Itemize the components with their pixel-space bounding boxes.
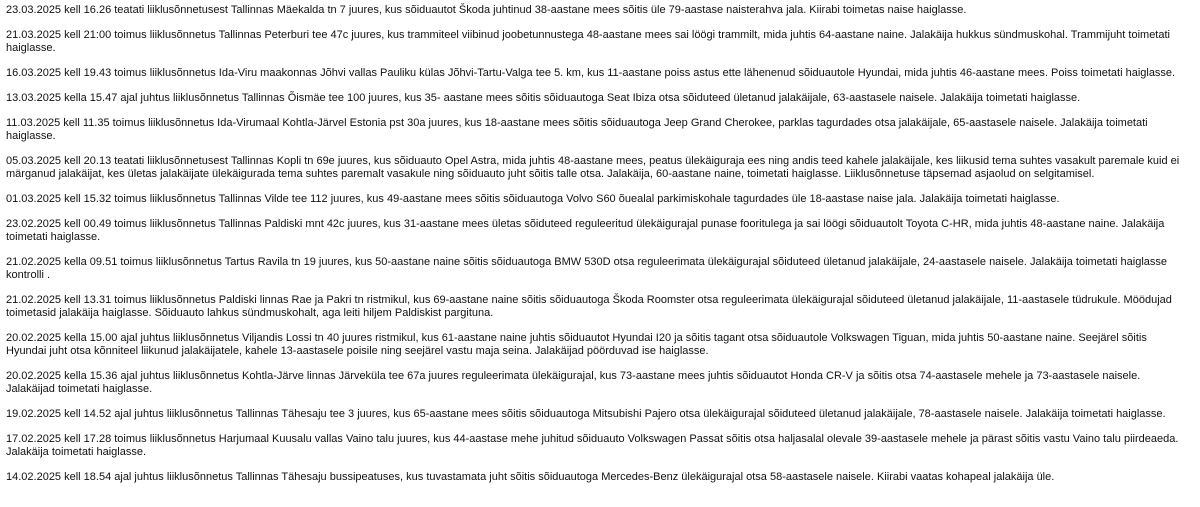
incident-paragraph: 17.02.2025 kell 17.28 toimus liiklusõnnetus Harjumaal Kuusalu vallas Vaino talu juures, kus 44-aastase mehe juhitud sõiduauto Volkswagen Passat sõitis otsa haljasalal olevale 39-aastasele mehele ja pärast sõitis vastu Vaino talu piirdeaeda. Jalakäija toimetati haiglasse.: [6, 433, 1179, 458]
incident-paragraph: 20.02.2025 kella 15.00 ajal juhtus liiklusõnnetus Viljandis Lossi tn 40 juures ristmikul, kus 61-aastane naine juhtis sõiduautot Hyundai I20 ja sõitis tagant otsa sõiduautole Volkswagen Tiguan, mida juhtis 50-aastane naine. Seejärel sõitis Hyundai juht otsa kõnniteel liikunud jalakäijatele, kahele 13-aastasele poisile ning seejärel vastu maja seina. Jalakäijad pöörduvad ise haiglasse.: [6, 332, 1147, 357]
incident-paragraph: 20.02.2025 kella 15.36 ajal juhtus liiklusõnnetus Kohtla-Järve linnas Järveküla tee 67a juures reguleerimata ülekäigurajal, kus 73-aastane mees juhtis sõiduautot Honda CR-V ja sõitis otsa 74-aastasele mehele ja 73-aastasele naisele. Jalakäijad toimetati haiglasse.: [6, 370, 1141, 395]
incident-paragraph: 16.03.2025 kell 19.43 toimus liiklusõnnetus Ida-Viru maakonnas Jõhvi vallas Pauliku külas Jõhvi-Tartu-Valga tee 5. km, kus 11-aastane poiss astus ette lähenenud sõiduautole Hyundai, mida juhtis 46-aastane mees. Poiss toimetati haiglasse.: [6, 67, 1176, 79]
incident-paragraph: 13.03.2025 kella 15.47 ajal juhtus liiklusõnnetus Tallinnas Õismäe tee 100 juures, kus 35- aastane mees sõitis sõiduautoga Seat Ibiza otsa sõiduteed ületanud jalakäijale, 63-aastasele naisele. Jalakäija toimetati haiglasse.: [6, 92, 1081, 104]
incident-paragraph: 11.03.2025 kell 11.35 toimus liiklusõnnetus Ida-Virumaal Kohtla-Järvel Estonia pst 30a juures, kus 18-aastane mees sõitis sõiduautoga Jeep Grand Cherokee, parklas tagurdades otsa jalakäijale, 65-aastasele naisele. Jalakäija toimetati haiglasse.: [6, 117, 1148, 142]
incident-paragraph: 19.02.2025 kell 14.52 ajal juhtus liiklusõnnetus Tallinnas Tähesaju tee 3 juures, kus 65-aastane mees sõitis sõiduautoga Mitsubishi Pajero otsa ülekäigurajal sõiduteed ületanud jalakäijale, 78-aastasele naisele. Jalakäija toimetati haiglasse.: [6, 408, 1166, 420]
incident-paragraph: 21.02.2025 kell 13.31 toimus liiklusõnnetus Paldiski linnas Rae ja Pakri tn ristmikul, kus 69-aastane naine sõitis sõiduautoga Škoda Roomster otsa reguleerimata ülekäigurajal sõiduteed ületanud jalakäijale, 11-aastasele tüdrukule. Möödujad toimetasid jalakäija haiglasse. Sõiduauto lahkus sündmuskohalt, aga leiti hiljem Paldiskist pargituna.: [6, 294, 1172, 319]
incident-paragraph: 21.02.2025 kella 09.51 toimus liiklusõnnetus Tartus Ravila tn 19 juures, kus 50-aastane naine sõitis sõiduautoga BMW 530D otsa reguleerimata ülekäigurajal sõiduteed ületanud jalakäijale, 24-aastasele naisele. Jalakäija toimetati haiglasse kontrolli .: [6, 256, 1167, 281]
incident-paragraph: 05.03.2025 kell 20.13 teatati liiklusõnnetusest Tallinnas Kopli tn 69e juures, kus sõiduauto Opel Astra, mida juhtis 48-aastane mees, peatus ülekäiguraja ees ning andis teed kahele jalakäijale, kes liikusid tema suhtes vasakult paremale kuid ei märganud jalakäijat, kes ületas jalakäijate ülekäigurada tema suhtes paremalt vasakule ning sõiduauto juht sõitis talle otsa. Jalakäija, 60-aastane naine, toimetati haiglasse. Liiklusõnnetuse täpsemad asjaolud on selgitamisel.: [6, 155, 1180, 180]
incident-paragraph: 01.03.2025 kell 15.32 toimus liiklusõnnetus Tallinnas Vilde tee 112 juures, kus 49-aastane mees sõitis sõiduautoga Volvo S60 õuealal parkimiskohale tagurdades üle 18-aastase naise jala. Jalakäija toimetati haiglasse.: [6, 193, 1060, 205]
incident-paragraph: 23.03.2025 kell 16.26 teatati liiklusõnnetusest Tallinnas Mäekalda tn 7 juures, kus sõiduautot Škoda juhtinud 38-aastane mees sõitis üle 79-aastase naisterahva jala. Kiirabi toimetas naise haiglasse.: [6, 4, 967, 16]
incident-paragraph: 14.02.2025 kell 18.54 ajal juhtus liiklusõnnetus Tallinnas Tähesaju bussipeatuses, kus tuvastamata juht sõitis sõiduautoga Mercedes-Benz ülekäigurajal otsa 58-aastasele naisele. Kiirabi vaatas kohapeal jalakäija üle.: [6, 471, 1055, 483]
incident-paragraph: 21.03.2025 kell 21:00 toimus liiklusõnnetus Tallinnas Peterburi tee 47c juures, kus trammiteel viibinud joobetunnustega 48-aastane mees sai löögi trammilt, mida juhtis 64-aastane naine. Jalakäija hukkus sündmuskohal. Trammijuht toimetati haiglasse.: [6, 29, 1170, 54]
incident-paragraph: 23.02.2025 kell 00.49 toimus liiklusõnnetus Tallinnas Paldiski mnt 42c juures, kus 31-aastane mees ületas sõiduteed reguleeritud ülekäigurajal punase fooritulega ja sai löögi sõiduautolt Toyota C-HR, mida juhtis 48-aastane naine. Jalakäija toimetati haiglasse.: [6, 218, 1165, 243]
